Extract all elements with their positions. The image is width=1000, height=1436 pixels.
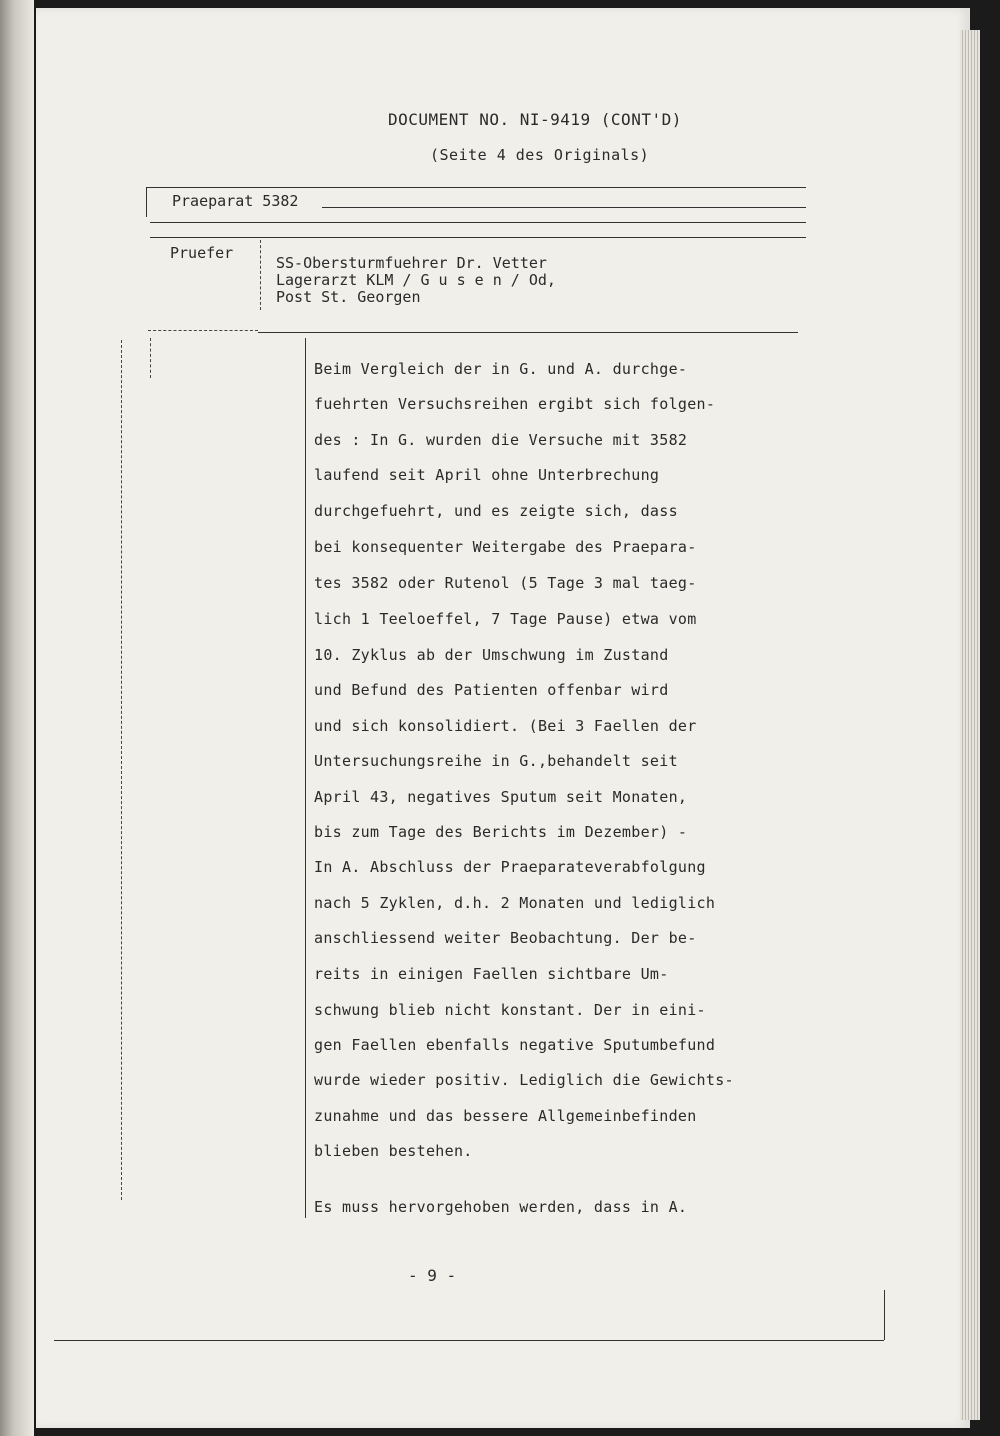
report-divider bbox=[150, 338, 151, 378]
page-stack-edge bbox=[960, 30, 980, 1420]
form-bottom-rule bbox=[54, 1340, 884, 1341]
report-line: laufend seit April ohne Unterbrechung bbox=[314, 466, 660, 484]
report-line: Beim Vergleich der in G. und A. durchge- bbox=[314, 360, 688, 378]
document-subtitle: (Seite 4 des Originals) bbox=[430, 146, 650, 164]
pruefer-line-1: SS-Obersturmfuehrer Dr. Vetter bbox=[276, 254, 547, 272]
report-line: lich 1 Teeloeffel, 7 Tage Pause) etwa vom bbox=[314, 610, 697, 628]
form-left-rule-top bbox=[146, 187, 147, 217]
report-line: bei konsequenter Weitergabe des Praeparа- bbox=[314, 538, 697, 556]
report-line: In A. Abschluss der Praeparateverabfolgung bbox=[314, 858, 706, 876]
form-right-rule bbox=[884, 1290, 885, 1340]
pruefer-divider bbox=[260, 240, 261, 310]
report-top-rule bbox=[258, 332, 798, 333]
report-line: April 43, negatives Sputum seit Monaten, bbox=[314, 788, 688, 806]
report-line: anschliessend weiter Beobachtung. Der be- bbox=[314, 929, 697, 947]
preparat-bottom-rule bbox=[150, 222, 806, 223]
report-line: fuehrten Versuchsreihen ergibt sich folgen- bbox=[314, 395, 716, 413]
report-column-rule bbox=[305, 338, 306, 1218]
report-line: wurde wieder positiv. Lediglich die Gewichts- bbox=[314, 1071, 734, 1089]
pruefer-top-rule bbox=[150, 237, 806, 238]
report-line: blieben bestehen. bbox=[314, 1142, 473, 1160]
preparat-rule bbox=[322, 207, 806, 208]
report-line: gen Faellen ebenfalls negative Sputumbefund bbox=[314, 1036, 716, 1054]
report-line: 10. Zyklus ab der Umschwung im Zustand bbox=[314, 646, 669, 664]
report-line: Untersuchungsreihe in G.,behandelt seit bbox=[314, 752, 678, 770]
report-line: des : In G. wurden die Versuche mit 3582 bbox=[314, 431, 688, 449]
report-line: nach 5 Zyklen, d.h. 2 Monaten und lediglich bbox=[314, 894, 716, 912]
report-line: bis zum Tage des Berichts im Dezember) - bbox=[314, 823, 688, 841]
report-line: schwung blieb nicht konstant. Der in eini- bbox=[314, 1001, 706, 1019]
pruefer-line-3: Post St. Georgen bbox=[276, 288, 421, 306]
binder-edge bbox=[0, 0, 34, 1436]
report-line: und sich konsolidiert. (Bei 3 Faellen der bbox=[314, 717, 697, 735]
report-line: tes 3582 oder Rutenol (5 Tage 3 mal taeg- bbox=[314, 574, 697, 592]
report-line: zunahme und das bessere Allgemeinbefinden bbox=[314, 1107, 697, 1125]
report-line: durchgefuehrt, und es zeigte sich, dass bbox=[314, 502, 678, 520]
page-number: - 9 - bbox=[408, 1266, 457, 1285]
report-line: und Befund des Patienten offenbar wird bbox=[314, 681, 669, 699]
page-left-rule bbox=[121, 340, 122, 1200]
pruefer-line-2: Lagerarzt KLM / G u s e n / Od, bbox=[276, 271, 556, 289]
document-number: DOCUMENT NO. NI-9419 (CONT'D) bbox=[388, 110, 682, 129]
report-top-rule-left bbox=[148, 330, 258, 331]
report-closing-line: Es muss hervorgehoben werden, dass in A. bbox=[314, 1198, 688, 1216]
pruefer-label: Pruefer bbox=[170, 244, 234, 262]
report-line: reits in einigen Faellen sichtbare Um- bbox=[314, 965, 669, 983]
form-top-rule bbox=[146, 187, 806, 188]
preparat-label: Praeparat 5382 bbox=[172, 192, 299, 210]
